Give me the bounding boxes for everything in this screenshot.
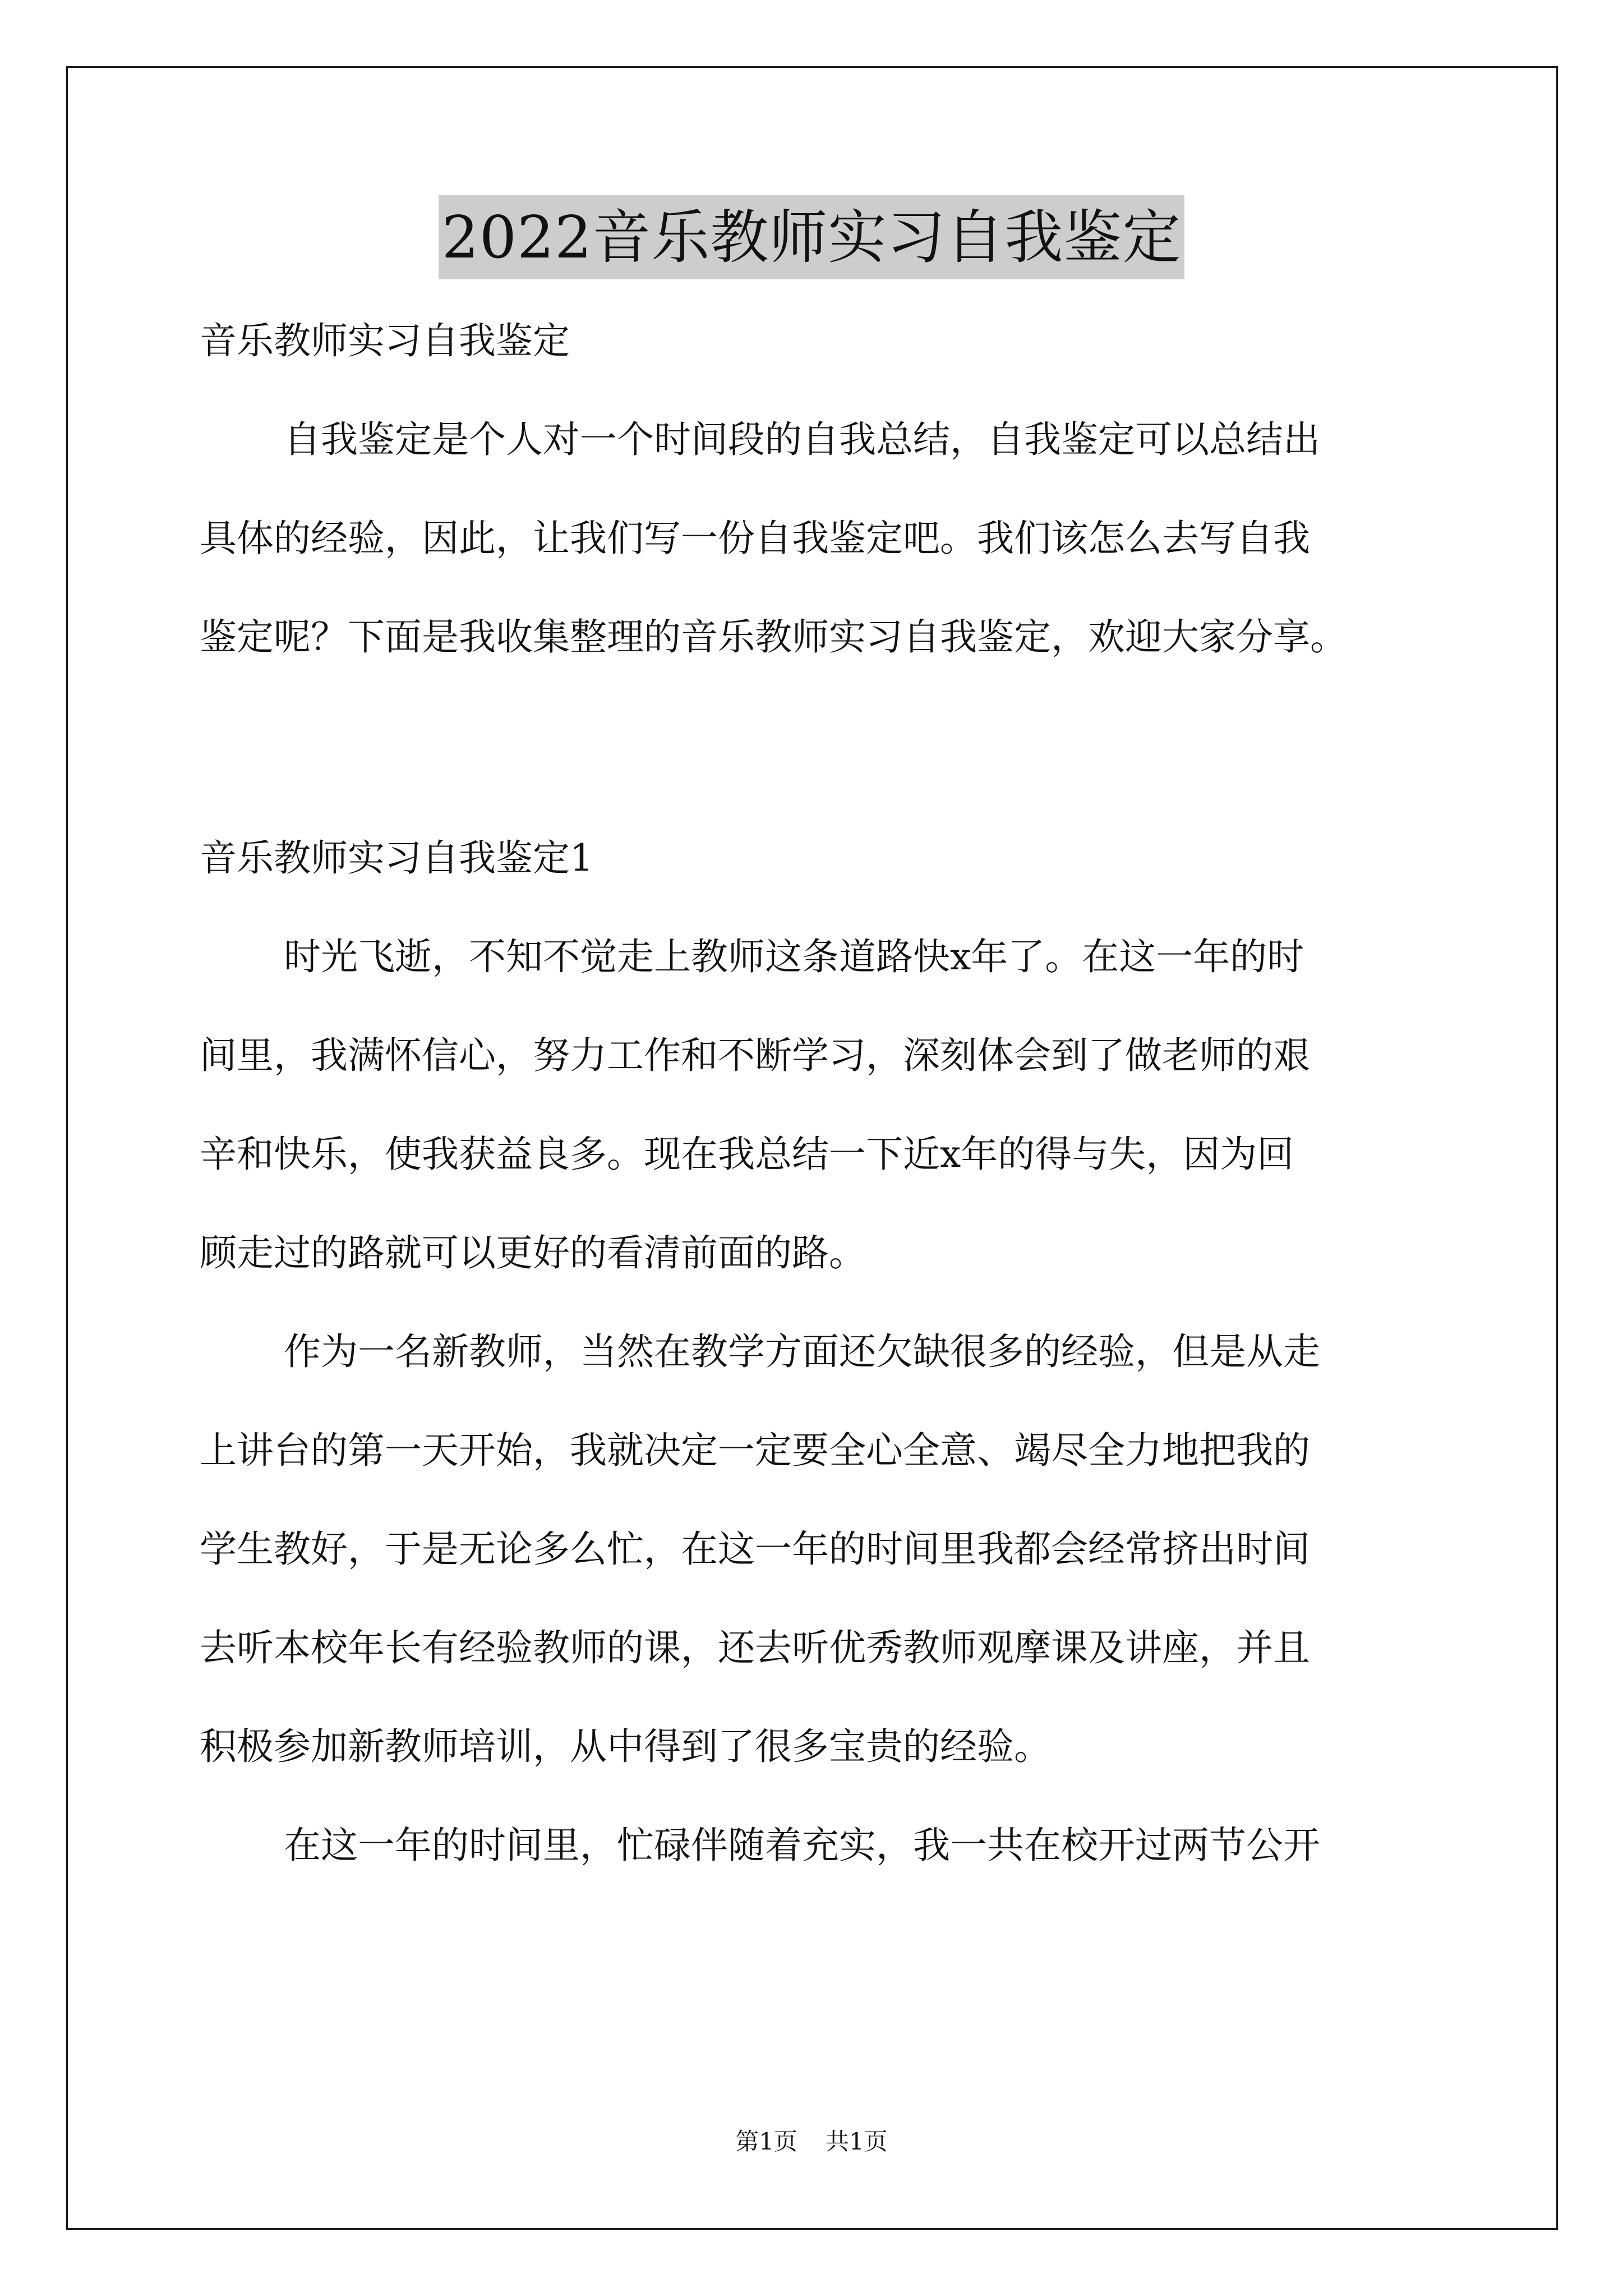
section-heading: 音乐教师实习自我鉴定 bbox=[200, 319, 570, 362]
paragraph-line: 顾走过的路就可以更好的看清前面的路。 bbox=[200, 1231, 866, 1274]
paragraph-line: 间里，我满怀信心，努力工作和不断学习，深刻体会到了做老师的艰 bbox=[200, 1034, 1310, 1077]
paragraph-line: 自我鉴定是个人对一个时间段的自我总结，自我鉴定可以总结出 bbox=[284, 418, 1320, 461]
paragraph-line: 辛和快乐，使我获益良多。现在我总结一下近x年的得与失，因为回 bbox=[200, 1133, 1294, 1176]
paragraph-line: 作为一名新教师，当然在教学方面还欠缺很多的经验，但是从走 bbox=[284, 1330, 1320, 1373]
paragraph-line: 鉴定呢？下面是我收集整理的音乐教师实习自我鉴定，欢迎大家分享。 bbox=[200, 615, 1347, 659]
page-footer bbox=[0, 2125, 1623, 2159]
paragraph-line: 在这一年的时间里，忙碌伴随着充实，我一共在校开过两节公开 bbox=[284, 1824, 1320, 1867]
paragraph-line: 去听本校年长有经验教师的课，还去听优秀教师观摩课及讲座，并且 bbox=[200, 1626, 1310, 1669]
paragraph-line: 学生教好，于是无论多么忙，在这一年的时间里我都会经常挤出时间 bbox=[200, 1527, 1310, 1571]
paragraph-line: 上讲台的第一天开始，我就决定一定要全心全意、竭尽全力地把我的 bbox=[200, 1429, 1310, 1472]
page-number-current: 第1页 bbox=[735, 2128, 797, 2155]
paragraph-line: 积极参加新教师培训，从中得到了很多宝贵的经验。 bbox=[200, 1725, 1051, 1768]
section-heading: 音乐教师实习自我鉴定1 bbox=[200, 836, 593, 880]
page-number-total: 共1页 bbox=[826, 2128, 888, 2155]
paragraph-line: 具体的经验，因此，让我们写一份自我鉴定吧。我们该怎么去写自我 bbox=[200, 517, 1310, 560]
paragraph-line: 时光飞逝，不知不觉走上教师这条道路快x年了。在这一年的时 bbox=[284, 935, 1304, 978]
document-title: 2022音乐教师实习自我鉴定 bbox=[439, 195, 1185, 279]
title-container bbox=[0, 195, 1623, 279]
